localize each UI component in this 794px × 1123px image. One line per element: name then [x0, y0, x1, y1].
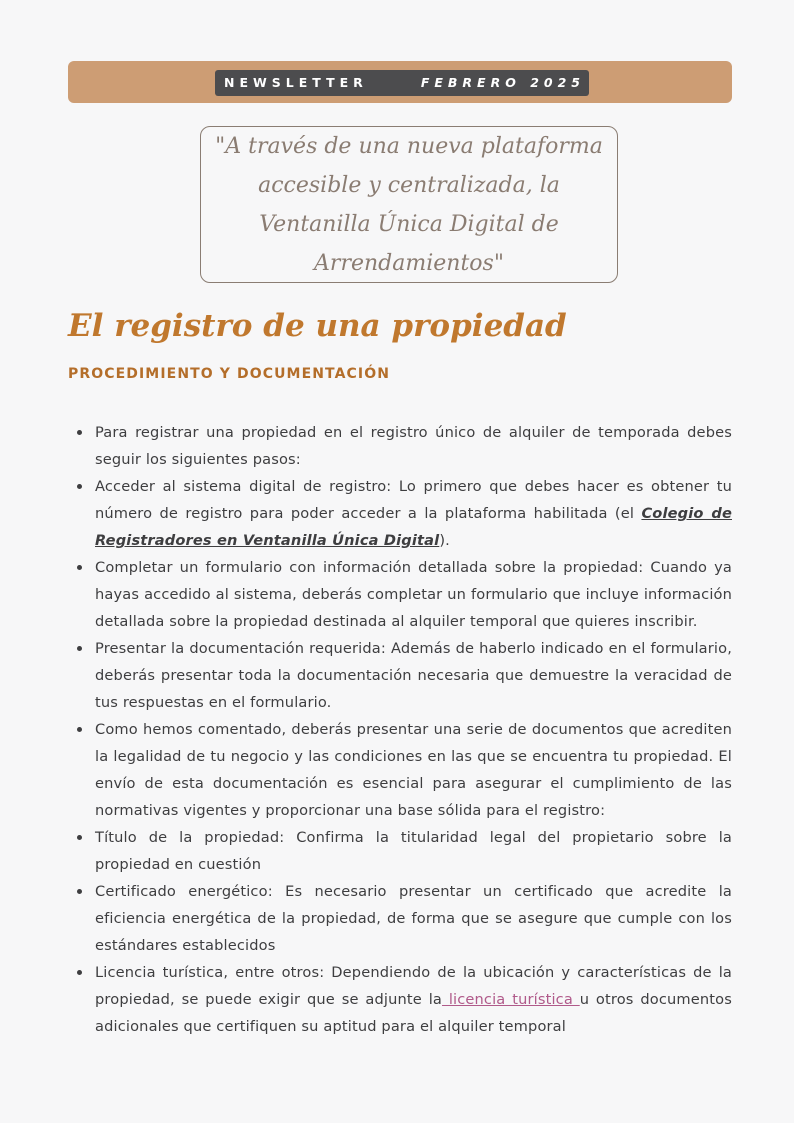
- newsletter-label: NEWSLETTER: [224, 75, 368, 90]
- list-item: Completar un formulario con información detallada sobre la propiedad: Cuando ya hayas accedido al sistema, deberás completar un formulario que incluye información detallada sobre la propiedad destinada al alquiler temporal que quieres inscribir.: [95, 554, 732, 635]
- quote-box: [200, 126, 618, 283]
- section-subtitle: PROCEDIMIENTO Y DOCUMENTACIÓN: [68, 366, 391, 382]
- list-item: Acceder al sistema digital de registro: Lo primero que debes hacer es obtener tu número de registro para poder acceder a la plataforma habilitada (el Colegio de Registradores en Ventanilla Única Digital).: [95, 473, 732, 554]
- list-item: Para registrar una propiedad en el registro único de alquiler de temporada debes seguir los siguientes pasos:: [95, 419, 732, 473]
- issue-date: FEBRERO 2025: [420, 75, 585, 90]
- quote-text: "A través de una nueva plataforma accesible y centralizada, la Ventanilla Única Digital de Arrendamientos": [215, 133, 603, 276]
- list-item: Presentar la documentación requerida: Además de haberlo indicado en el formulario, deberás presentar toda la documentación necesaria que demuestre la veracidad de tus respuestas en el formulario.: [95, 635, 732, 716]
- registradores-link[interactable]: Colegio de Registradores en Ventanilla Única Digital: [95, 505, 732, 549]
- section-title: El registro de una propiedad: [68, 308, 567, 344]
- newsletter-pill: [215, 70, 589, 96]
- list-item: Título de la propiedad: Confirma la titularidad legal del propietario sobre la propiedad en cuestión: [95, 824, 732, 878]
- list-item: Licencia turística, entre otros: Dependiendo de la ubicación y características de la propiedad, se puede exigir que se adjunte la licencia turística u otros documentos adicionales que certifiquen su aptitud para el alquiler temporal: [95, 959, 732, 1040]
- list-item: Como hemos comentado, deberás presentar una serie de documentos que acrediten la legalidad de tu negocio y las condiciones en las que se encuentra tu propiedad. El envío de esta documentación es esencial para asegurar el cumplimiento de las normativas vigentes y proporcionar una base sólida para el registro:: [95, 716, 732, 824]
- list-item: Certificado energético: Es necesario presentar un certificado que acredite la eficiencia energética de la propiedad, de forma que se asegure que cumple con los estándares establecidos: [95, 878, 732, 959]
- licencia-turistica-link[interactable]: licencia turística: [442, 991, 580, 1008]
- bullet-list: [95, 419, 732, 1040]
